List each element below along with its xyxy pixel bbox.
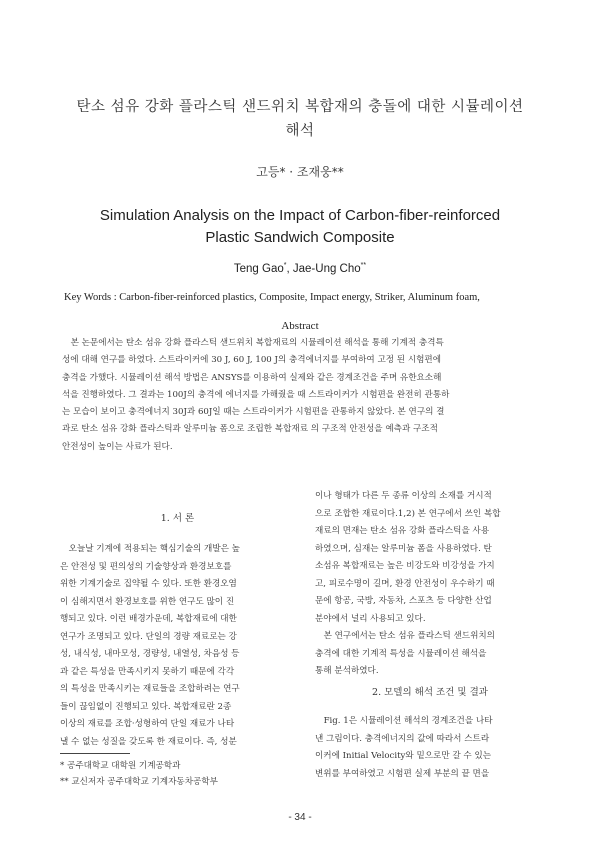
paragraph-line: 소섬유 복합재료는 높은 비강도와 비강성을 가지 <box>315 561 495 571</box>
paragraph-line: 위한 기계기술로 집약될 수 있다. 또한 환경오염 <box>60 579 237 589</box>
abstract-line: 본 논문에서는 탄소 섬유 강화 플라스틱 샌드위치 복합재료의 시뮬레이션 해석을 통해 기계적 충격특 <box>62 338 444 348</box>
paragraph-line: 은 안전성 및 편의성의 기술향상과 환경보호를 <box>60 561 232 572</box>
english-authors <box>0 262 600 275</box>
author-separator: , <box>286 262 293 275</box>
paragraph-line: 변위를 부여하였고 시험편 실제 부분의 끝 면을 <box>315 768 490 779</box>
paragraph-line: 이 심해지면서 환경보호를 위한 연구도 많이 진 <box>60 596 235 607</box>
paragraph-line: 과 같은 특성을 만족시키지 못하기 때문에 각각 <box>60 666 235 677</box>
paragraph-line: 성, 내식성, 내마모성, 경량성, 내열성, 차음성 등 <box>60 649 240 659</box>
paragraph-line: 연구가 조명되고 있다. 단일의 경량 재료로는 강 <box>60 631 237 642</box>
paragraph-line: 재료의 면재는 탄소 섬유 강화 플라스틱을 사용 <box>315 526 490 536</box>
right-column-body <box>315 488 545 681</box>
keywords: Key Words : Carbon-fiber-reinforced plastics, Composite, Impact energy, Striker, Aluminum foam, <box>64 292 480 303</box>
korean-authors: 고등* · 조재웅** <box>256 165 344 179</box>
section-1-heading: 1. 서 론 <box>160 513 195 524</box>
footnote-1: * 공주대학교 대학원 기계공학과 <box>60 761 181 771</box>
paragraph-line: 문에 항공, 국방, 자동차, 스포츠 등 다양한 산업 <box>315 596 492 606</box>
korean-title <box>60 95 540 143</box>
paragraph-line: 의 특성을 만족시키는 재료들을 조합하려는 연구 <box>60 684 240 694</box>
author-2-name: Jae-Ung Cho <box>292 262 361 275</box>
paragraph-line: 고, 피로수명이 길며, 환경 안전성이 우수하기 때 <box>315 578 495 589</box>
author-1-name: Teng Gao <box>233 262 284 275</box>
paragraph-line: 분야에서 널리 사용되고 있다. <box>315 613 426 624</box>
abstract-line: 과로 탄소 섬유 강화 플라스틱과 알루미늄 폼으로 조립한 복합재료 의 구조적 안전성을 예측과 구조적 <box>62 424 438 435</box>
left-column-body <box>60 541 295 751</box>
english-title-line-1: Simulation Analysis on the Impact of Carbon-fiber-reinforced <box>99 207 501 224</box>
footnote-divider <box>60 753 130 754</box>
author-1-mark: * <box>283 262 287 269</box>
korean-title-line-2: 해석 <box>285 123 315 139</box>
abstract-line: 안전성이 높이는 사료가 된다. <box>62 441 173 452</box>
abstract-line: 충격을 가했다. 시뮬레이션 해석 방법은 ANSYS를 이용하여 실제와 같은 경계조건을 주며 유한요소해 <box>62 372 442 383</box>
paragraph-line: 이나 형태가 다른 두 종류 이상의 소재를 거시적 <box>315 491 492 501</box>
paragraph-line: 으로 조합한 재료이다.1,2) 본 연구에서 쓰인 복합 <box>315 508 501 519</box>
paragraph-line: 이상의 재료를 조합·성형하여 단일 재료가 나타 <box>60 719 235 729</box>
section-2-heading: 2. 모델의 해석 조건 및 결과 <box>372 687 488 698</box>
paragraph-line: 이커에 Initial Velocity와 밑으로만 갈 수 있는 <box>315 751 492 761</box>
paragraph-line: 들이 끊임없이 진행되고 있다. 복합재료란 2종 <box>60 701 232 712</box>
author-2-mark: ** <box>360 262 367 269</box>
paragraph-line: Fig. 1은 시뮬레이션 해석의 경계조건을 나타 <box>315 716 493 726</box>
paragraph-line: 통해 분석하였다. <box>315 666 379 676</box>
english-title <box>60 205 540 249</box>
paragraph-line: 낸 그림이다. 충격에너지의 값에 따라서 스트라 <box>315 733 490 744</box>
paragraph-line: 하였으며, 심재는 알루미늄 폼을 사용하였다. 탄 <box>315 543 492 554</box>
abstract-line: 성에 대해 연구를 하였다. 스트라이커에 30 J, 60 J, 100 J의 충격에너지를 부여하여 고정 된 시험편에 <box>62 355 442 366</box>
footnote-2: ** 교신저자 공주대학교 기계자동차공학부 <box>60 777 218 787</box>
section-2-body <box>315 713 545 783</box>
paragraph-line: 행되고 있다. 이런 배경가운데, 복합재료에 대한 <box>60 614 237 624</box>
paragraph-line: 본 연구에서는 탄소 섬유 플라스틱 샌드위치의 <box>315 631 495 641</box>
page-number: - 34 - <box>288 812 312 823</box>
paragraph-line: 오늘날 기계에 적용되는 핵심기술의 개발은 높 <box>60 544 240 554</box>
english-title-line-2: Plastic Sandwich Composite <box>205 229 395 246</box>
paragraph-line: 낼 수 없는 성질을 갖도록 한 재료이다. 즉, 성분 <box>60 736 237 747</box>
korean-title-line-1: 탄소 섬유 강화 플라스틱 샌드위치 복합재의 충돌에 대한 시뮬레이션 <box>76 99 524 115</box>
abstract-line: 는 모습이 보이고 충격에너지 30J과 60J일 때는 스트라이커가 시험편을 관통하지 않았다. 본 연구의 결 <box>62 407 445 418</box>
abstract-line: 석을 진행하였다. 그 결과는 100J의 충격에 에너지를 가해줬을 때 스트라이커가 시험편을 완전히 관통하 <box>62 389 450 400</box>
abstract-heading: Abstract <box>281 320 319 332</box>
abstract-body <box>62 335 540 456</box>
paragraph-line: 충격에 대한 기계적 특성을 시뮬레이션 해석을 <box>315 648 487 659</box>
